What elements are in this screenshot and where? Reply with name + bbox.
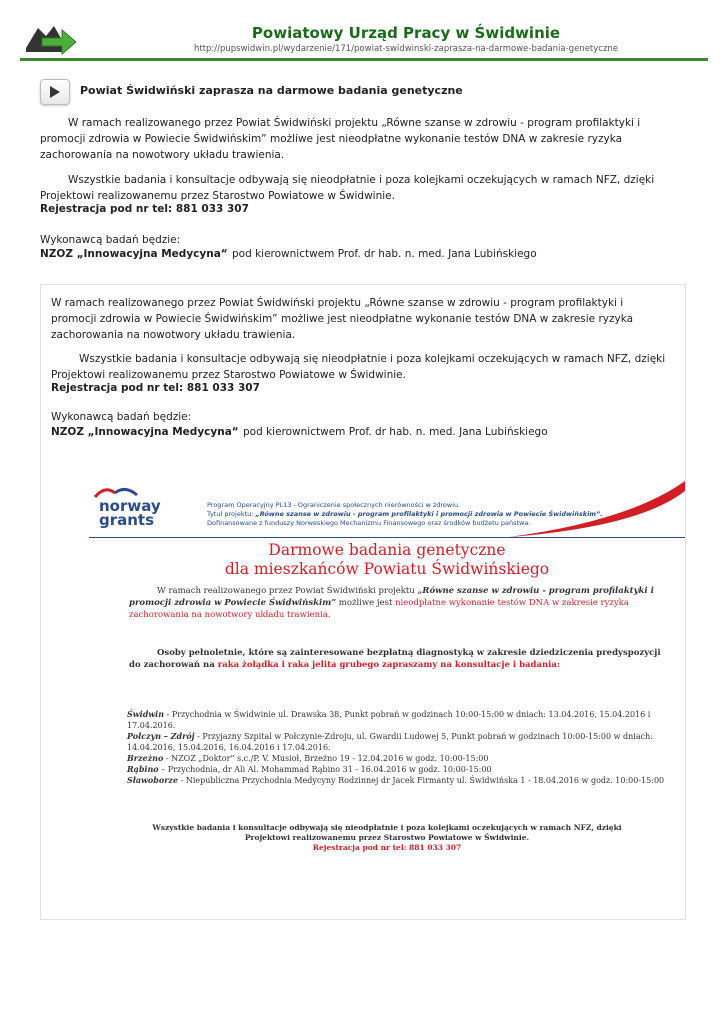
box-executor-lead: pod kierownictwem Prof. dr hab. n. med. Jana Lubińskiego (243, 426, 548, 438)
poster-footer (89, 823, 685, 853)
invite-a: Osoby pełnoletnie, które są zainteresowane bezpłatną diagnostyką w zakresie dziedziczenia predyspozycji do zachorowań na (129, 648, 661, 670)
location-details: - Przyjazny Szpital w Połczynie-Zdroju, ul. Gwardii Ludowej 5, Punkt pobrań w godzinach 10:00-15:00 w dniach: 14.04.2016, 15.04.2016, 16.04.2016 i 17.04.2016. (127, 732, 653, 752)
program-line-2-prefix: Tytuł projektu: (207, 510, 256, 518)
intro-d: nieodpłatne wykonanie testów DNA w zakresie ryzyka zachorowania na nowotwory układu trawienia. (129, 598, 629, 620)
footer-line-1: Wszystkie badania i konsultacje odbywają się nieodpłatnie i poza kolejkami oczekujących w ramach NFZ, dzięki Projektowi realizowanemu przez Starostwo Powiatowe w Świdwinie. (152, 823, 622, 842)
program-line-2-title: „Równe szanse w zdrowiu - program profilaktyki i promocji zdrowia w Powiecie Świdwińskim”. (255, 510, 603, 518)
poster-invite (129, 647, 669, 671)
program-line-3: Dofinansowane z funduszy Norweskiego Mechanizmu Finansowego oraz środków budżetu państwa. (207, 519, 531, 527)
registration-phone: Rejestracja pod nr tel: 881 033 307 (40, 203, 249, 215)
location-item (127, 775, 667, 786)
location-place: Sławoborze (127, 775, 179, 785)
page-header (0, 0, 725, 60)
location-place: Rąbino (127, 764, 159, 774)
location-details: - NZOZ „Doktor” s.c./P. V. Musioł, Brzeźno 19 - 12.04.2016 w godz. 10:00-15:00 (163, 754, 489, 763)
intro-a: W ramach realizowanego przez Powiat Świdwiński projektu (157, 586, 418, 596)
pup-logo-icon (24, 22, 76, 56)
poster-image (89, 481, 685, 875)
box-registration-phone: Rejestracja pod nr tel: 881 033 307 (51, 382, 260, 394)
logo-text-bottom: grants (99, 511, 155, 529)
location-details: - Przychodnia w Świdwinie ul. Drawska 38, Punkt pobrań w godzinach 10:00-15:00 w dniach: 13.04.2016, 15.04.2016 i 17.04.2016. (127, 710, 651, 730)
footer-registration: Rejestracja pod nr tel: 881 033 307 (312, 843, 462, 852)
content-box (40, 284, 686, 920)
poster-divider (89, 537, 685, 538)
play-arrow-icon (49, 86, 61, 98)
location-place: Połczyn – Zdrój (127, 731, 195, 741)
norway-grants-logo (89, 485, 179, 531)
executor-org: NZOZ „Innowacyjna Medycyna“ (40, 248, 228, 260)
program-line-2 (207, 510, 603, 519)
location-item (127, 764, 667, 775)
article-arrow-button[interactable] (40, 79, 70, 105)
poster-title (89, 541, 685, 579)
program-info (207, 501, 603, 528)
location-details: – Przychodnia, dr Ali Al. Mohammad Rąbino 31 - 16.04.2016 w godz. 10:00-15:00 (158, 765, 492, 774)
location-place: Brzeżno (127, 753, 164, 763)
logo-text-top: norway (99, 497, 161, 515)
box-paragraph-2: Wszystkie badania i konsultacje odbywają się nieodpłatnie i poza kolejkami oczekujących w ramach NFZ, dzięki Projektowi realizowanemu przez Starostwo Powiatowe w Świdwinie. (51, 353, 666, 381)
article-title: Powiat Świdwiński zaprasza na darmowe badania genetyczne (80, 84, 463, 97)
site-title: Powiatowy Urząd Pracy w Świdwinie (251, 24, 561, 42)
poster-intro (129, 585, 669, 621)
poster-title-line-1: Darmowe badania genetyczne (268, 541, 506, 559)
program-line-1: Program Operacyjny PL13 - Ograniczenie społecznych nierówności w zdrowiu. (207, 501, 461, 509)
poster-title-line-2: dla mieszkańców Powiatu Świdwińskiego (224, 560, 550, 578)
location-item (127, 709, 667, 731)
page-url[interactable]: http://pupswidwin.pl/wydarzenie/171/powiat-swidwinski-zaprasza-na-darmowe-badania-genetyczne (193, 44, 619, 54)
location-item (127, 731, 667, 753)
executor-label: Wykonawcą badań będzie: (40, 234, 181, 246)
invite-b: raka żołądka i raka jelita grubego zapraszamy na konsultacje i badania: (217, 660, 561, 670)
header-divider (20, 58, 708, 61)
box-executor-label: Wykonawcą badań będzie: (51, 411, 192, 423)
box-paragraph-1: W ramach realizowanego przez Powiat Świdwiński projektu „Równe szanse w zdrowiu - program profilaktyki i promocji zdrowia w Powiecie Świdwińskim” możliwe jest nieodpłatne wykonanie testów DNA w zakresie ryzyka zachorowania na nowotwory układu trawienia. (51, 297, 634, 341)
location-item (127, 753, 667, 764)
intro-c: możliwe jest (336, 598, 396, 608)
location-place: Świdwin (127, 709, 165, 719)
intro-b: „Równe szanse w zdrowiu - program profilaktyki i promocji zdrowia w Powiecie Świdwińskim” (129, 586, 654, 608)
norway-grants-text (99, 499, 161, 527)
article-paragraph-1: W ramach realizowanego przez Powiat Świdwiński projektu „Równe szanse w zdrowiu - program profilaktyki i promocji zdrowia w Powiecie Świdwińskim” możliwe jest nieodpłatne wykonanie testów DNA w zakresie ryzyka zachorowania na nowotwory układu trawienia. (40, 117, 641, 161)
article-paragraph-2: Wszystkie badania i konsultacje odbywają się nieodpłatnie i poza kolejkami oczekujących w ramach NFZ, dzięki Projektowi realizowanemu przez Starostwo Powiatowe w Świdwinie. (40, 174, 655, 202)
location-details: - Niepubliczna Przychodnia Medycyny Rodzinnej dr Jacek Firmanty ul. Świdwińska 1 - 18.04.2016 w godz. 10:00-15:00 (178, 776, 665, 785)
box-executor-org: NZOZ „Innowacyjna Medycyna“ (51, 426, 239, 438)
executor-lead: pod kierownictwem Prof. dr hab. n. med. Jana Lubińskiego (232, 248, 537, 260)
